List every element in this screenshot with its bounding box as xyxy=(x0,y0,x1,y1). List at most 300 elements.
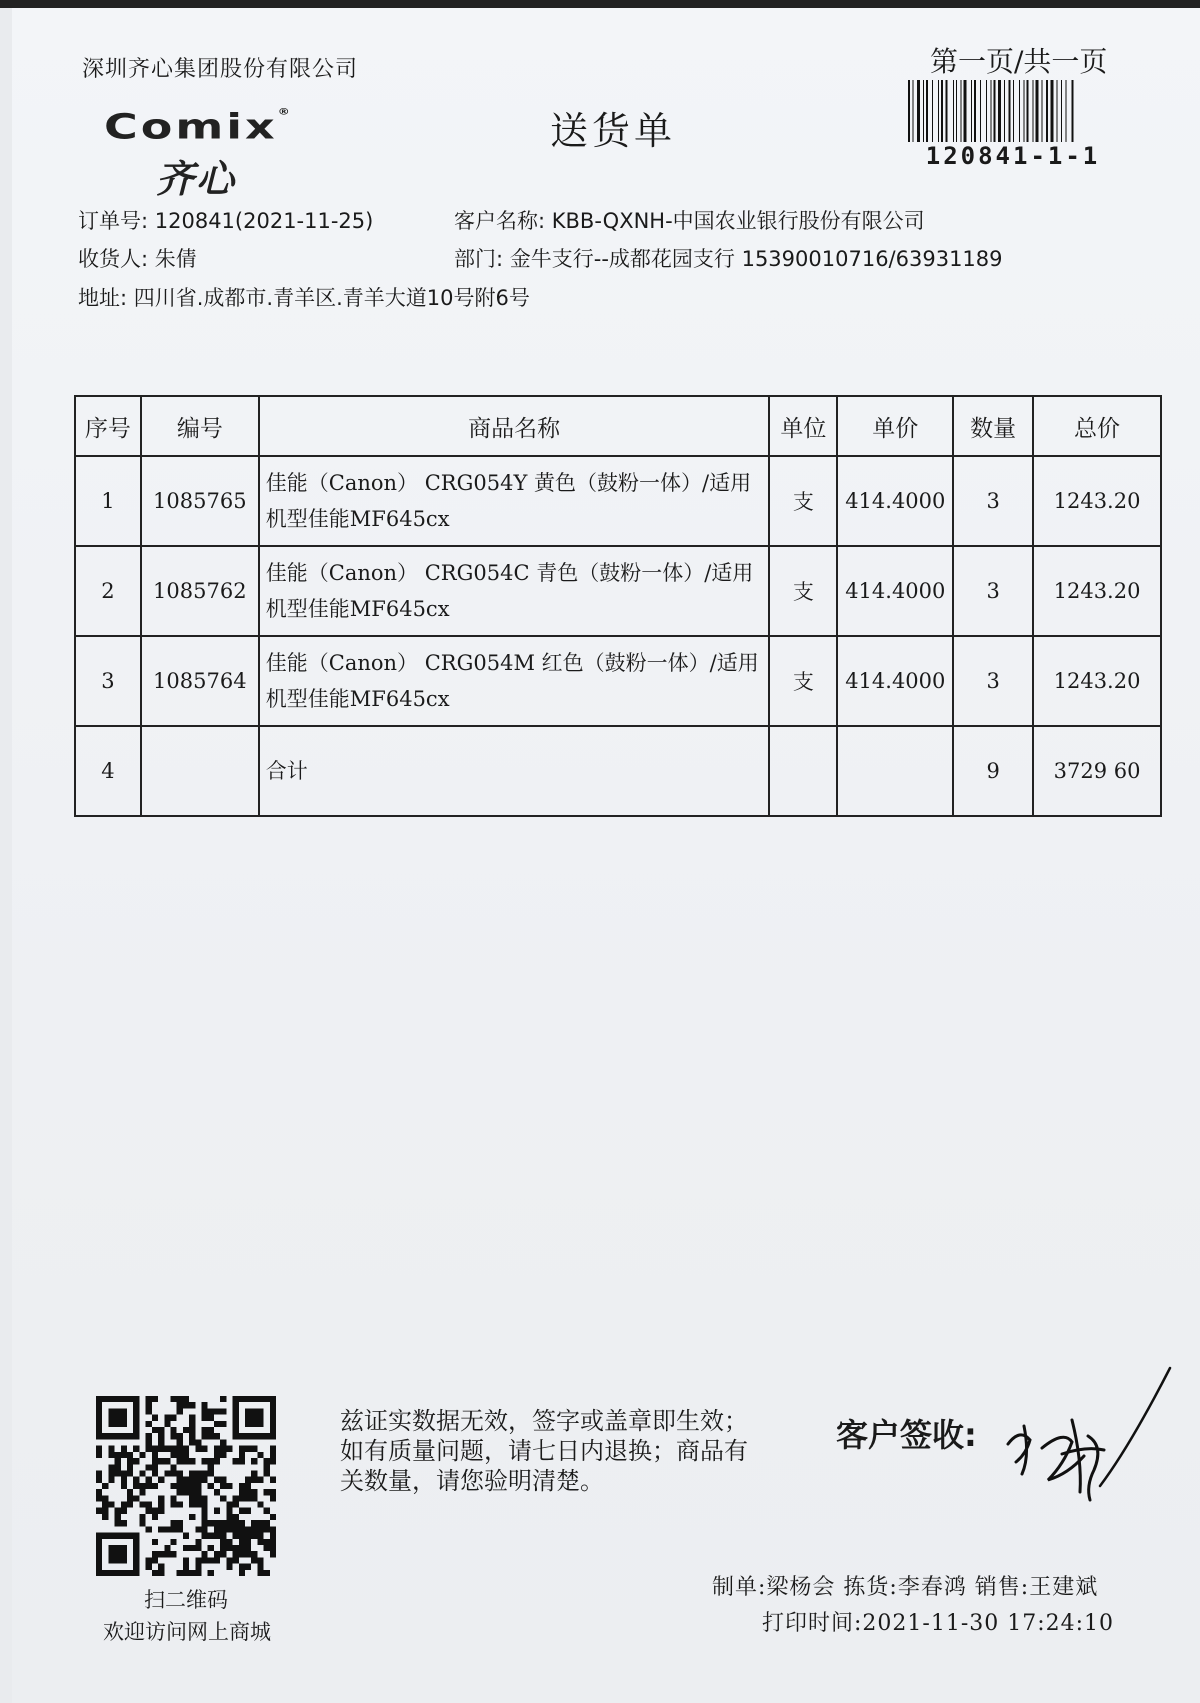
qr-module xyxy=(183,1533,189,1539)
qr-module xyxy=(195,1489,201,1495)
qr-finder xyxy=(245,1408,264,1427)
qr-module xyxy=(208,1470,214,1476)
qr-module xyxy=(257,1564,263,1570)
cell-code: 1085765 xyxy=(141,456,259,546)
qr-module xyxy=(202,1495,208,1501)
qr-module xyxy=(152,1514,158,1520)
qr-module xyxy=(177,1446,183,1452)
qr-module xyxy=(214,1489,220,1495)
qr-finder xyxy=(96,1533,139,1539)
qr-module xyxy=(108,1464,114,1470)
qr-module xyxy=(226,1539,232,1545)
qr-module xyxy=(208,1520,214,1526)
qr-module xyxy=(189,1570,195,1576)
qr-module xyxy=(214,1557,220,1563)
cell-code: 1085764 xyxy=(141,636,259,726)
barcode-bar xyxy=(1057,80,1058,142)
qr-module xyxy=(202,1520,208,1526)
barcode-bar xyxy=(991,80,992,142)
qr-module xyxy=(270,1495,276,1501)
qr-module xyxy=(152,1570,158,1576)
qr-module xyxy=(164,1446,170,1452)
qr-module xyxy=(139,1514,145,1520)
qr-module xyxy=(226,1446,232,1452)
qr-finder xyxy=(233,1396,276,1402)
qr-module xyxy=(170,1396,176,1402)
qr-module xyxy=(170,1433,176,1439)
qr-module xyxy=(251,1551,257,1557)
qr-module xyxy=(264,1464,270,1470)
qr-module xyxy=(127,1489,133,1495)
qr-module xyxy=(220,1551,226,1557)
qr-module xyxy=(220,1539,226,1545)
qr-module xyxy=(202,1533,208,1539)
qr-module xyxy=(239,1452,245,1458)
qr-module xyxy=(195,1526,201,1532)
barcode-bar xyxy=(1072,80,1074,142)
qr-module xyxy=(202,1551,208,1557)
qr-module xyxy=(115,1464,121,1470)
qr-module xyxy=(146,1402,152,1408)
qr-module xyxy=(146,1421,152,1427)
qr-module xyxy=(183,1570,189,1576)
qr-module xyxy=(164,1470,170,1476)
qr-module xyxy=(146,1408,152,1414)
qr-module xyxy=(177,1452,183,1458)
qr-module xyxy=(96,1508,102,1514)
barcode-bar xyxy=(1061,80,1062,142)
qr-module xyxy=(239,1483,245,1489)
qr-module xyxy=(270,1477,276,1483)
qr-finder xyxy=(233,1433,276,1439)
qr-module xyxy=(245,1508,251,1514)
qr-module xyxy=(257,1539,263,1545)
qr-module xyxy=(264,1470,270,1476)
cell-unit xyxy=(769,726,837,816)
qr-module xyxy=(239,1564,245,1570)
qr-module xyxy=(239,1520,245,1526)
qr-module xyxy=(220,1545,226,1551)
barcode-bar xyxy=(1019,80,1020,142)
qr-module xyxy=(158,1439,164,1445)
qr-finder xyxy=(270,1396,276,1439)
qr-module xyxy=(121,1520,127,1526)
qr-module xyxy=(202,1526,208,1532)
qr-module xyxy=(202,1477,208,1483)
qr-module xyxy=(121,1483,127,1489)
col-header-unit: 单位 xyxy=(769,396,837,456)
qr-module xyxy=(245,1495,251,1501)
qr-module xyxy=(233,1526,239,1532)
qr-module xyxy=(177,1408,183,1414)
qr-module xyxy=(152,1464,158,1470)
qr-module xyxy=(233,1557,239,1563)
qr-module xyxy=(158,1502,164,1508)
barcode-bar xyxy=(1013,80,1014,142)
qr-module xyxy=(170,1502,176,1508)
qr-module xyxy=(245,1483,251,1489)
qr-module xyxy=(108,1502,114,1508)
qr-module xyxy=(158,1508,164,1514)
comix-logo-chinese: 齐心 xyxy=(156,157,237,201)
qr-module xyxy=(121,1502,127,1508)
qr-module xyxy=(189,1483,195,1489)
qr-module xyxy=(270,1526,276,1532)
qr-module xyxy=(127,1470,133,1476)
cell-code: 1085762 xyxy=(141,546,259,636)
qr-module xyxy=(214,1458,220,1464)
qr-module xyxy=(177,1439,183,1445)
qr-module xyxy=(189,1489,195,1495)
qr-module xyxy=(239,1526,245,1532)
qr-module xyxy=(115,1514,121,1520)
qr-module xyxy=(257,1557,263,1563)
qr-module xyxy=(195,1557,201,1563)
qr-module xyxy=(251,1489,257,1495)
qr-module xyxy=(146,1477,152,1483)
qr-module xyxy=(164,1421,170,1427)
qr-module xyxy=(214,1508,220,1514)
qr-module xyxy=(139,1483,145,1489)
qr-module xyxy=(158,1551,164,1557)
qr-module xyxy=(239,1446,245,1452)
qr-module xyxy=(177,1520,183,1526)
qr-module xyxy=(96,1477,102,1483)
qr-module xyxy=(202,1427,208,1433)
qr-module xyxy=(170,1520,176,1526)
qr-module xyxy=(226,1508,232,1514)
qr-module xyxy=(239,1570,245,1576)
qr-module xyxy=(183,1452,189,1458)
qr-module xyxy=(133,1477,139,1483)
qr-module xyxy=(152,1508,158,1514)
table-header-row xyxy=(75,396,1161,456)
barcode-bar xyxy=(980,80,981,142)
qr-module xyxy=(214,1526,220,1532)
col-header-product: 商品名称 xyxy=(259,396,770,456)
qr-module xyxy=(264,1570,270,1576)
qr-module xyxy=(251,1533,257,1539)
qr-module xyxy=(264,1489,270,1495)
qr-finder xyxy=(96,1570,139,1576)
qr-module xyxy=(233,1551,239,1557)
qr-module xyxy=(177,1396,183,1402)
cell-seq: 4 xyxy=(75,726,141,816)
barcode-bar xyxy=(1036,80,1039,142)
qr-module xyxy=(264,1539,270,1545)
qr-module xyxy=(152,1551,158,1557)
qr-module xyxy=(189,1402,195,1408)
qr-module xyxy=(108,1477,114,1483)
qr-module xyxy=(220,1483,226,1489)
qr-module xyxy=(239,1539,245,1545)
qr-module xyxy=(152,1452,158,1458)
qr-finder xyxy=(133,1533,139,1576)
items-table xyxy=(74,395,1162,817)
cell-total: 1243.20 xyxy=(1033,636,1161,726)
cell-qty: 9 xyxy=(953,726,1033,816)
qr-module xyxy=(202,1446,208,1452)
qr-module xyxy=(226,1502,232,1508)
qr-module xyxy=(189,1439,195,1445)
qr-module xyxy=(158,1570,164,1576)
qr-module xyxy=(202,1415,208,1421)
qr-module xyxy=(233,1545,239,1551)
barcode-bar xyxy=(1051,80,1054,142)
qr-module xyxy=(146,1483,152,1489)
qr-module xyxy=(245,1539,251,1545)
qr-module xyxy=(164,1526,170,1532)
qr-module xyxy=(189,1502,195,1508)
qr-module xyxy=(146,1526,152,1532)
qr-module xyxy=(226,1557,232,1563)
qr-module xyxy=(214,1533,220,1539)
qr-module xyxy=(195,1446,201,1452)
cell-price: 414.4000 xyxy=(837,456,953,546)
cell-seq: 3 xyxy=(75,636,141,726)
qr-module xyxy=(152,1470,158,1476)
document-title: 送货单 xyxy=(550,109,677,153)
qr-module xyxy=(220,1495,226,1501)
qr-module xyxy=(226,1514,232,1520)
qr-module xyxy=(220,1421,226,1427)
qr-module xyxy=(195,1439,201,1445)
qr-module xyxy=(152,1458,158,1464)
qr-module xyxy=(158,1433,164,1439)
qr-module xyxy=(139,1452,145,1458)
qr-module xyxy=(177,1526,183,1532)
qr-module xyxy=(239,1489,245,1495)
qr-module xyxy=(214,1477,220,1483)
qr-module xyxy=(220,1526,226,1532)
qr-module xyxy=(208,1427,214,1433)
qr-module xyxy=(127,1502,133,1508)
qr-module xyxy=(121,1446,127,1452)
qr-module xyxy=(208,1415,214,1421)
qr-module xyxy=(202,1557,208,1563)
qr-module xyxy=(257,1570,263,1576)
qr-module xyxy=(239,1551,245,1557)
qr-module xyxy=(115,1470,121,1476)
qr-module xyxy=(121,1452,127,1458)
barcode-bar xyxy=(932,80,933,142)
barcode-bar xyxy=(971,80,972,142)
qr-module xyxy=(195,1502,201,1508)
qr-module xyxy=(233,1502,239,1508)
qr-module xyxy=(183,1483,189,1489)
qr-module xyxy=(245,1545,251,1551)
qr-module xyxy=(257,1477,263,1483)
qr-module xyxy=(158,1526,164,1532)
qr-module xyxy=(195,1495,201,1501)
qr-finder xyxy=(96,1396,139,1402)
qr-finder xyxy=(133,1396,139,1439)
qr-module xyxy=(183,1402,189,1408)
qr-module xyxy=(146,1564,152,1570)
barcode-bar xyxy=(1027,80,1029,142)
qr-module xyxy=(170,1539,176,1545)
qr-module xyxy=(146,1508,152,1514)
barcode-bar xyxy=(913,80,914,142)
qr-module xyxy=(139,1489,145,1495)
qr-module xyxy=(251,1520,257,1526)
top-edge xyxy=(0,0,1200,8)
qr-module xyxy=(177,1489,183,1495)
qr-module xyxy=(214,1446,220,1452)
qr-module xyxy=(189,1545,195,1551)
barcode-bar xyxy=(961,80,962,142)
qr-module xyxy=(170,1446,176,1452)
qr-module xyxy=(152,1557,158,1563)
barcode-bar xyxy=(1066,80,1067,142)
qr-module xyxy=(102,1483,108,1489)
qr-module xyxy=(245,1489,251,1495)
qr-module xyxy=(115,1458,121,1464)
barcode-bar xyxy=(986,80,987,142)
qr-code[interactable] xyxy=(96,1396,276,1576)
qr-module xyxy=(146,1502,152,1508)
qr-module xyxy=(251,1526,257,1532)
qr-module xyxy=(251,1477,257,1483)
qr-module xyxy=(158,1427,164,1433)
cell-product: 佳能（Canon） CRG054Y 黄色（鼓粉一体）/适用机型佳能MF645cx xyxy=(259,456,770,546)
qr-module xyxy=(251,1495,257,1501)
barcode-bar xyxy=(908,80,910,142)
qr-module xyxy=(158,1446,164,1452)
qr-module xyxy=(96,1489,102,1495)
qr-finder xyxy=(108,1545,127,1564)
table-row xyxy=(75,456,1161,546)
qr-module xyxy=(245,1477,251,1483)
table-row xyxy=(75,636,1161,726)
cell-total: 1243.20 xyxy=(1033,546,1161,636)
cell-unit: 支 xyxy=(769,546,837,636)
barcode-bar xyxy=(956,80,957,142)
cell-unit: 支 xyxy=(769,636,837,726)
barcode-bar xyxy=(1042,80,1043,142)
qr-module xyxy=(177,1483,183,1489)
qr-module xyxy=(189,1415,195,1421)
qr-module xyxy=(115,1452,121,1458)
qr-module xyxy=(177,1458,183,1464)
qr-module xyxy=(202,1433,208,1439)
qr-module xyxy=(158,1495,164,1501)
qr-module xyxy=(177,1433,183,1439)
customer-sign-label: 客户签收: xyxy=(836,1416,977,1454)
qr-module xyxy=(108,1446,114,1452)
cell-price: 414.4000 xyxy=(837,546,953,636)
qr-module xyxy=(239,1545,245,1551)
qr-module xyxy=(245,1526,251,1532)
qr-module xyxy=(202,1502,208,1508)
customer-name: 客户名称: KBB-QXNH-中国农业银行股份有限公司 xyxy=(454,209,925,233)
qr-module xyxy=(102,1514,108,1520)
qr-module xyxy=(220,1477,226,1483)
cell-qty: 3 xyxy=(953,456,1033,546)
barcode-bar xyxy=(994,80,996,142)
qr-module xyxy=(133,1458,139,1464)
qr-module xyxy=(170,1415,176,1421)
qr-module xyxy=(170,1483,176,1489)
qr-module xyxy=(233,1514,239,1520)
barcode xyxy=(906,80,1120,142)
barcode-bar xyxy=(1046,80,1048,142)
barcode-bar xyxy=(917,80,920,142)
barcode-bar xyxy=(941,80,943,142)
qr-module xyxy=(146,1446,152,1452)
address: 地址: 四川省.成都市.青羊区.青羊大道10号附6号 xyxy=(78,286,530,310)
barcode-bar xyxy=(998,80,1001,142)
qr-module xyxy=(183,1564,189,1570)
qr-module xyxy=(189,1433,195,1439)
barcode-bar xyxy=(946,80,948,142)
qr-module xyxy=(146,1433,152,1439)
qr-module xyxy=(233,1533,239,1539)
qr-module xyxy=(133,1495,139,1501)
qr-module xyxy=(177,1570,183,1576)
cell-qty: 3 xyxy=(953,636,1033,726)
qr-module xyxy=(208,1464,214,1470)
qr-module xyxy=(177,1402,183,1408)
qr-module xyxy=(245,1446,251,1452)
department: 部门: 金牛支行--成都花园支行 15390010716/63931189 xyxy=(454,247,1003,271)
qr-module xyxy=(239,1533,245,1539)
qr-module xyxy=(214,1551,220,1557)
qr-module xyxy=(127,1458,133,1464)
qr-caption: 扫二维码 xyxy=(144,1588,228,1612)
qr-module xyxy=(146,1396,152,1402)
qr-module xyxy=(108,1470,114,1476)
qr-module xyxy=(170,1470,176,1476)
qr-module xyxy=(183,1427,189,1433)
cell-product: 佳能（Canon） CRG054M 红色（鼓粉一体）/适用机型佳能MF645cx xyxy=(259,636,770,726)
qr-module xyxy=(183,1545,189,1551)
qr-module xyxy=(226,1483,232,1489)
qr-module xyxy=(195,1564,201,1570)
qr-module xyxy=(170,1464,176,1470)
qr-module xyxy=(208,1545,214,1551)
qr-finder xyxy=(96,1396,102,1439)
qr-module xyxy=(158,1477,164,1483)
qr-finder xyxy=(96,1433,139,1439)
col-header-price: 单价 xyxy=(837,396,953,456)
col-header-code: 编号 xyxy=(141,396,259,456)
qr-module xyxy=(108,1452,114,1458)
qr-module xyxy=(96,1495,102,1501)
qr-module xyxy=(239,1458,245,1464)
barcode-bar xyxy=(1024,80,1025,142)
qr-module xyxy=(251,1557,257,1563)
qr-module xyxy=(195,1477,201,1483)
qr-module xyxy=(183,1557,189,1563)
qr-module xyxy=(208,1557,214,1563)
qr-module xyxy=(226,1526,232,1532)
col-header-qty: 数量 xyxy=(953,396,1033,456)
qr-module xyxy=(127,1464,133,1470)
qr-module xyxy=(170,1427,176,1433)
qr-module xyxy=(170,1526,176,1532)
logo-wordmark: Comix xyxy=(104,106,278,147)
qr-module xyxy=(270,1514,276,1520)
qr-module xyxy=(189,1421,195,1427)
qr-module xyxy=(164,1545,170,1551)
handwritten-signature xyxy=(996,1360,1176,1520)
qr-module xyxy=(257,1452,263,1458)
cell-seq: 2 xyxy=(75,546,141,636)
qr-module xyxy=(233,1520,239,1526)
qr-module xyxy=(152,1427,158,1433)
cell-total: 3729 60 xyxy=(1033,726,1161,816)
